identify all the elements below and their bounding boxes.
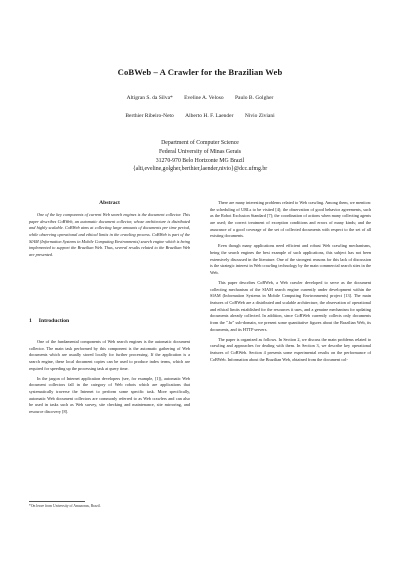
paragraph: This paper describes CoBWeb, a Web crawler developed to serve as the document collecting mechanism of the SIAM search engine currently under development within the SIAM (Information Systems in Mobile Computing Environments) project [13]. The main features of CoBWeb are a distributed and scalable architecture, the observation of operational and ethical limits established for the resources it uses, and a genuine mechanism for updating documents already collected. In addition, since CoBWeb currently collects only documents from the ".br" sub-domain, we present some quantitative figures about the Brazilian Web, its documents, and its HTTP servers. (210, 280, 371, 332)
affiliation-university: Federal University of Minas Gerais (158, 148, 242, 155)
right-column (210, 200, 371, 363)
paragraph: There are many interesting problems related to Web crawling. Among them, we mention: the scheduling of URLs to be visited [4]; the observation of good behavior agreements, such as the Robot Exclusion Standard [7]; the coordination of actions when many collecting agents are used; the correct treatment of exception conditions and errors of many kinds; and the assurance of a good coverage of the set of collected documents with respect to the set of all existing documents. (210, 200, 371, 239)
footnote: *On leave from University of Amazonas, Brazil. (29, 504, 101, 508)
author-name: Paulo B. Golgher (235, 95, 274, 101)
affiliation-block (0, 139, 400, 174)
author-name: Nivio Ziviani (244, 113, 275, 119)
author-name: Eveline A. Veloso (184, 95, 224, 101)
affiliation-department: Department of Computer Science (161, 140, 239, 146)
author-name: Altigran S. da Silva* (126, 95, 173, 101)
footnote-rule (29, 501, 85, 502)
author-list-2 (0, 113, 400, 119)
author-name: Berthier Ribeiro-Neto (125, 113, 174, 119)
paragraph: Even though many applications need efficient and robust Web crawling mechanisms, being the search engines the best example of such applications, this subject has not been extensively discussed in the literature. One of the strongest reasons for this lack of discussion is the strategic interest in Web crawling technology by the main commercial search sites in the Web. (210, 243, 371, 275)
paragraph: One of the fundamental components of Web search engines is the automatic document collector. The main task performed by this component is the automatic gathering of Web documents which are usually stored locally for further processing. If the application is a search engine, these local document copies can be used to produce index terms, which are required for speeding up the processing task at query time. (29, 339, 190, 371)
paper-title: CoBWeb – A Crawler for the Brazilian Web (117, 67, 283, 77)
paragraph: In the jargon of Internet application developers (see, for example, [1]), automatic Web document collectors fall in the category of Web robots which are applications that systematically traverse the Internet to perform some specific task. More specifically, automatic Web document collectors are commonly referred to as Web crawlers and can also be used in tasks such as Web survey, site checking and maintenance, site mirroring, and resource discovery [8]. (29, 375, 190, 414)
abstract-heading: Abstract (99, 200, 120, 206)
author-list-1 (0, 95, 400, 101)
paragraph: The paper is organized as follows. In Section 2, we discuss the main problems related to crawling and approaches for dealing with them. In Section 3, we describe key operational features of CoBWeb. Section 4 presents some experimental results on the performance of CoBWeb. Information about the Brazilian Web, obtained from the document col- (210, 336, 371, 362)
affiliation-address: 31270-970 Belo Horizonte MG Brazil (155, 157, 245, 164)
section-title: Introduction (38, 318, 70, 324)
abstract-text: One of the key components of current Web search engines is the document collector. This paper describes CoBWeb, an automatic document collector, whose architecture is distributed and highly scalable. CoBWeb aims at collecting large amounts of documents per time period, while observing operational and ethical limits in the crawling process. CoBWeb is part of the SIAM (Information Systems in Mobile Computing Environments) search engine which is being implemented to support the Brazilian Web. Thus, several results related to the Brazilian Web are presented. (29, 212, 190, 257)
section-number: 1 (29, 318, 32, 324)
author-name: Alberto H. F. Laender (185, 113, 234, 119)
abstract-body (29, 212, 190, 259)
affiliation-emails: {alti,eveline,golgher,berthier,laender,nivio}@dcc.ufmg.br (132, 166, 268, 173)
introduction-body (29, 339, 190, 416)
section-heading (29, 318, 69, 324)
